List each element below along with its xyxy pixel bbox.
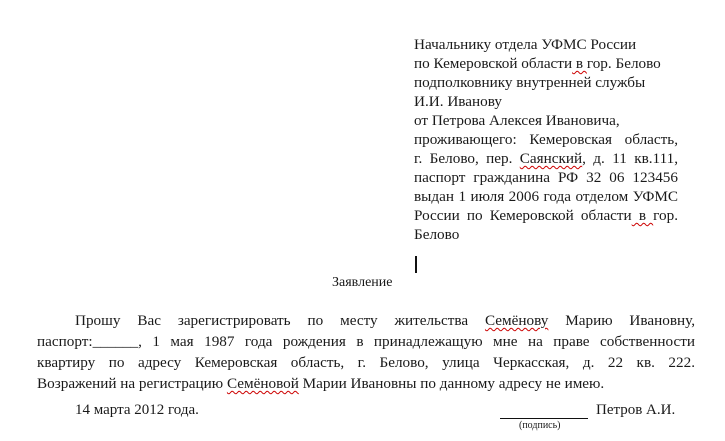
spellcheck-underline: Семёнову [484,312,549,329]
signer-name: Петров А.И. [596,402,676,418]
document-date: 14 марта 2012 года. [75,402,199,418]
header-line-9: выдан 1 июля 2006 года отделом УФМС [414,188,678,205]
body-line-1: Прошу Вас зарегистрировать по месту жительства Семёнову Марию Ивановну, [75,312,695,329]
spellcheck-underline: Саянский [519,150,583,167]
text-cursor [415,256,417,273]
spellcheck-underline: в [631,207,654,224]
body-line-2: паспорт:______, 1 мая 1987 года рождения в принадлежащую мне на праве собственности [37,333,695,350]
header-line-8: паспорт гражданина РФ 32 06 123456 [414,169,678,186]
header-line-2 [414,54,661,73]
signature-line [500,418,588,419]
document-title: Заявление [332,275,393,290]
header-line-3: подполковнику внутренней службы [414,74,646,91]
header-line-7: г. Белово, пер. Саянский, д. 11 кв.111, [414,150,678,167]
header-line-5: от Петрова Алексея Ивановича, [414,112,620,129]
header-line-2-text: по Кемеровской области в гор. Белово [414,55,661,72]
signature-caption: (подпись) [519,420,561,431]
header-line-10: России по Кемеровской области в гор. [414,207,679,224]
header-line-1: Начальнику отдела УФМС России [414,36,637,53]
body-line-3: квартиру по адресу Кемеровская область, г. Белово, улица Черкасская, д. 22 кв. 222. [37,354,695,371]
body-line-4: Возражений на регистрацию Семёновой Марии Ивановны по данному адресу не имею. [37,375,605,392]
header-line-6: проживающего: Кемеровская область, [414,131,678,148]
header-line-4: И.И. Иванову [414,93,502,110]
header-line-11: Белово [414,226,460,243]
spellcheck-underline: Семёновой [226,375,299,392]
spellcheck-underline: в [572,55,587,72]
